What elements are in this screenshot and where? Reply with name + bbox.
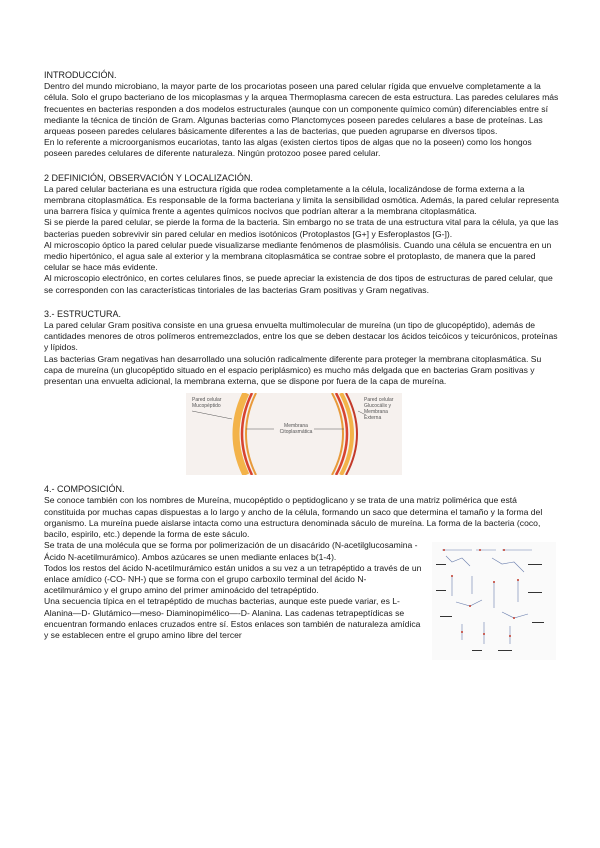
- section-composicion: [44, 484, 560, 641]
- paragraph: Dentro del mundo microbiano, la mayor parte de los procariotas poseen una pared celular rígida que envuelve completamente a la célula. Solo el grupo bacteriano de los micoplasmas y la arquea Thermoplasma carecen de esta estructura. Las paredes celulares más frecuentes en bacterias responden a dos modelos estructurales (aunque con un componente químico común) diferenciables entre sí mediante la técnica de tinción de Gram. Algunas bacterias como Planctomyces poseen paredes celulares a base de proteínas. Las arqueas poseen paredes celulares básicamente diferentes a las de bacterias, que pueden agruparse en diversos tipos.: [44, 81, 559, 137]
- peptidoglycan-structure-figure: [432, 542, 556, 660]
- peptidoglycan-diagram: [432, 542, 556, 660]
- paragraph: Al microscopio electrónico, en cortes celulares finos, se puede apreciar la existencia de dos tipos de estructuras de pared celular, que se corresponden con las características tintoriales de las bacterias Gram positivas y Gram negativas.: [44, 273, 553, 295]
- cell-wall-figure: [186, 393, 402, 475]
- paragraph: La pared celular bacteriana es una estructura rígida que rodea completamente a la célula, localizándose de forma externa a la membrana citoplasmática. Es responsable de la forma bacteriana y limita la sensibilidad osmótica. Además, la pared celular representa una barrera física y química frente a agentes químicos nocivos que podrían alterar a la membrana citoplasmática.: [44, 183, 559, 217]
- heading-definicion: 2 DEFINICIÓN, OBSERVACIÓN Y LOCALIZACIÓN.: [44, 172, 253, 183]
- document-page: [44, 70, 560, 641]
- paragraph: Se conoce también con los nombres de Mureína, mucopéptido o peptidoglicano y se trata de una matriz polimérica que está constituida por muchas capas dispuestas a lo largo y ancho de la célula, formando un saco que determina el tamaño y la forma del organismo. La mureína puede aislarse intacta como una estructura denominada sáculo de mureína. La forma de la bacteria (coco, bacilo, espirilo, etc.) depende la forma de este sáculo.: [44, 495, 543, 540]
- figure-label-center: Membrana Citoplasmática: [279, 423, 313, 436]
- heading-estructura: 3.- ESTRUCTURA.: [44, 308, 122, 319]
- paragraph: Una secuencia típica en el tetrapéptido de muchas bacterias, aunque este puede variar, es L- Alanina—D- Glutámico—meso- Diaminopimélico—-D- Alanina. Las cadenas tetrapeptídicas se encuentran formando enlaces cruzados entre sí. Estos enlaces son también de naturaleza amídica y se establecen entre el grupo amino libre del tercer: [44, 596, 421, 640]
- paragraph: En lo referente a microorganismos eucariotas, tanto las algas (existen ciertos tipos de algas que no la poseen) como los hongos poseen paredes celulares de diferente naturaleza. Ningún protozoo posee pared celular.: [44, 137, 532, 159]
- heading-introduccion: INTRODUCCIÓN.: [44, 70, 117, 80]
- paragraph: Se trata de una molécula que se forma por polimerización de un disacárido (N-acetilglucosamina - Ácido N-acetilmurámico). Ambos azúcares se unen mediante enlaces b(1-4).: [44, 540, 418, 562]
- paragraph: Al microscopio óptico la pared celular puede visualizarse mediante fenómenos de plasmólisis. Cuando una célula se encuentra en un medio hipertónico, el agua sale al exterior y la membrana citoplasmática se contrae sobre el protoplasto, de manera que la pared celular se hace más evidente.: [44, 239, 552, 273]
- paragraph: La pared celular Gram positiva consiste en una gruesa envuelta multimolecular de mureína (un tipo de glucopéptido), además de cantidades menores de otros polímeros entremezclados, entre los que se deben destacar los ácidos teicóicos y teicurónicos, proteínas y lípidos.: [44, 320, 558, 353]
- figure-label-left: Pared celular Mucopéptido: [192, 397, 222, 410]
- paragraph: Si se pierde la pared celular, se pierde la forma de la bacteria. Sin embargo no se trata de una estructura vital para la célula, ya que las bacterias pueden sobrevivir sin pared celular en medios isotónicos (Protoplastos [G+] y Esferoplastos [G-]).: [44, 217, 559, 239]
- paragraph: Todos los restos del ácido N-acetilmurámico están unidos a su vez a un tetrapéptido a través de un enlace amídico (-CO- NH-) que se forma con el grupo carboxilo terminal del ácido N-acetilmurámico y el grupo amino del primer aminoácido del tetrapéptido.: [44, 562, 422, 596]
- heading-composicion: 4.- COMPOSICIÓN.: [44, 484, 125, 495]
- paragraph: Las bacterias Gram negativas han desarrollado una solución radicalmente diferente para proteger la membrana citoplasmática. Su capa de mureína (un glucopéptido situado en el espacio periplásmico) es mucho más delgada que en bacterias Gram positivas y presentan una envuelta adicional, la membrana externa, que se dispone por fuera de la capa de mureína.: [44, 353, 542, 387]
- figure-label-right: Pared celular Glucocálix y Membrana Externa: [364, 397, 394, 422]
